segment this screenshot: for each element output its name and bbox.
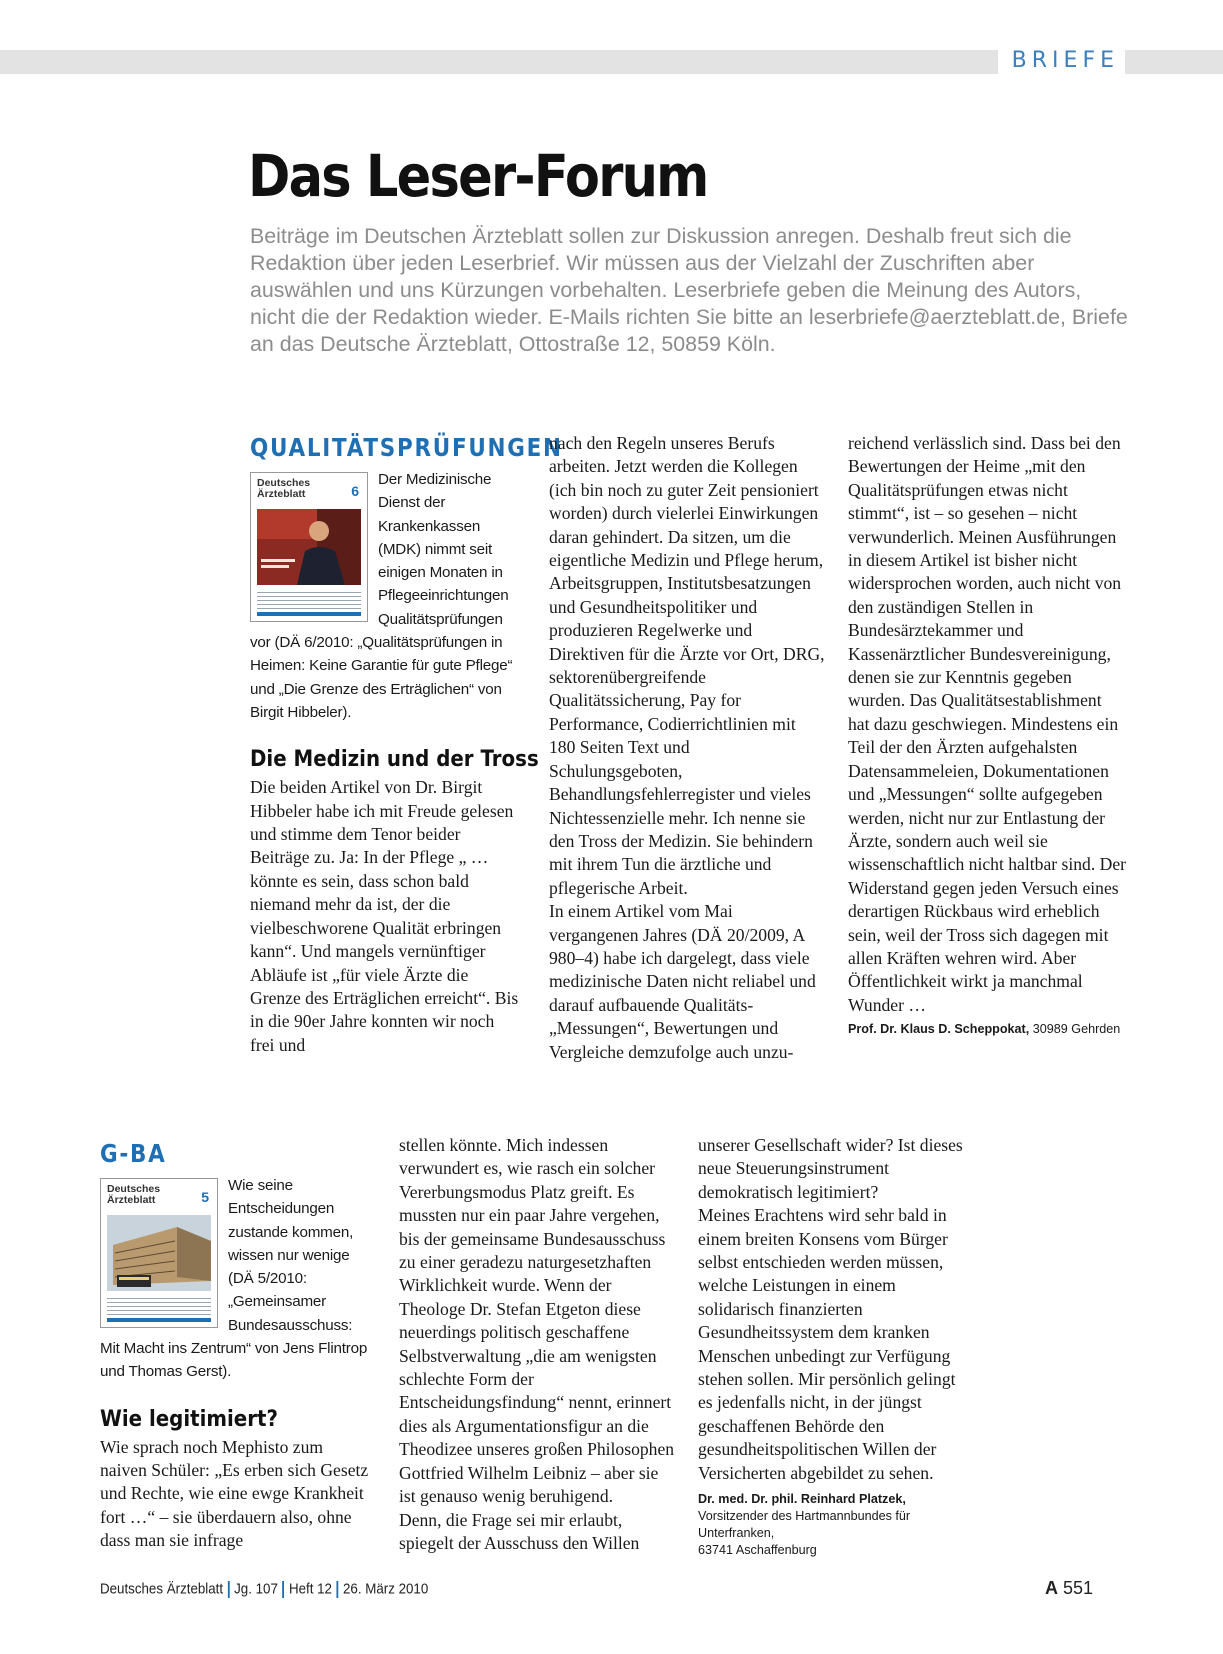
footer-separator (283, 1581, 285, 1598)
letter2-kicker: G-BA (100, 1139, 167, 1168)
page-number (1045, 1578, 1093, 1599)
letter2-author-name: Dr. med. Dr. phil. Reinhard Platzek, (698, 1492, 906, 1507)
letter1-lead: Der Medizinische Dienst der Krankenkassen (MDK) nimmt seit einigen Monaten in Pflegeeinrichtungen Qualitätsprüfungen vor (DÄ 6/2010: „Qualitätsprüfungen in Heimen: Keine Garantie für gute Pflege“ und „Die Grenze des Erträglichen“ von Birgit Hibbeler). (250, 471, 513, 721)
footer-issue: Heft 12 (288, 1581, 332, 1598)
cover-issue-number: 5 (201, 1189, 209, 1205)
cover-accent-bar (107, 1318, 211, 1322)
cover-brand: Deutsches Ärzteblatt (107, 1183, 161, 1206)
letter2-lead: Wie seine Entscheidungen zustande kommen, wissen nur wenige (DÄ 5/2010: „Gemeinsamer Bundesausschuss: Mit Macht ins Zentrum“ von Jens Flintrop und Thomas Gerst). (100, 1177, 368, 1381)
letter2-signature (698, 1491, 974, 1559)
section-label: BRIEFE (998, 46, 1125, 76)
cover-caption-lines (107, 1295, 211, 1317)
letter1-body-col2-p2: In einem Artikel vom Mai vergangenen Jahres (DÄ 20/2009, A 980–4) habe ich dargelegt, dass viele medizinische Daten nicht reliabel und darauf aufbauende Qualitäts-„Messungen“, Bewertungen und Vergleiche demzufolge auch unzu- (549, 901, 816, 1062)
letter2-body-col3-p1: unserer Gesellschaft wider? Ist dieses neue Steuerungsinstrument demokratisch legitimiert? (698, 1135, 963, 1202)
letter2-body-col2-p1: stellen könnte. Mich indessen verwundert es, wie rasch ein solcher Vererbungsmodus Platz greift. Es mussten nur ein paar Jahre vergehen, bis der gemeinsame Bundesausschuss zu einer geradezu naturgesetzhaften Wirklichkeit wurde. Wenn der Theologe Dr. Stefan Etgeton diese neuerdings politisch geschaffene Selbstverwaltung „die am wenigsten schlechte Form der Entscheidungsfindung“ nennt, erinnert dies als Argumentationsfigur an die Theodizee unseres großen Philosophen Gottfried Wilhelm Leibniz – aber sie ist genauso wenig beruhigend. (399, 1135, 675, 1507)
page-footer (100, 1581, 428, 1598)
cover-brand: Deutsches Ärzteblatt (257, 477, 311, 500)
footer-volume: Jg. 107 (234, 1581, 278, 1598)
letter1-kicker: QUALITÄTSPRÜFUNGEN (250, 433, 563, 462)
cover-accent-bar (257, 612, 361, 616)
letter1-subhead: Die Medizin und der Tross (250, 747, 539, 773)
footer-separator (337, 1581, 339, 1598)
footer-date: 26. März 2010 (342, 1581, 429, 1598)
intro-text: Beiträge im Deutschen Ärzteblatt sollen zur Diskussion anregen. Deshalb freut sich die Redaktion über jeden Leserbrief. Wir müssen aus der Vielzahl der Zuschriften aber auswählen und uns Kürzungen vorbehalten. Leserbriefe geben die Meinung des Autors, nicht die der Redaktion wieder. E-Mails richten Sie bitte an leserbriefe@aerzteblatt.de, Briefe an das Deutsche Ärzteblatt, Ottostraße 12, 50859 Köln. (250, 224, 1128, 356)
page-title: Das Leser-Forum (248, 142, 708, 210)
footer-journal: Deutsches Ärzteblatt (100, 1581, 224, 1598)
letter2-column-2 (399, 1134, 675, 1555)
page-number-value: 551 (1062, 1578, 1093, 1598)
letter2-subhead: Wie legitimiert? (100, 1406, 278, 1432)
letter2-column-1 (100, 1138, 374, 1553)
letter1-signature (848, 1021, 1126, 1038)
letter1-author-place: 30989 Gehrden (1032, 1022, 1121, 1037)
cover-photo-portrait (257, 509, 361, 585)
letter1-author-name: Prof. Dr. Klaus D. Scheppokat, (848, 1022, 1030, 1037)
footer-separator (228, 1581, 230, 1598)
cover-issue-number: 6 (351, 483, 359, 499)
letter2-cover-thumbnail (100, 1178, 218, 1328)
letter2-column-3 (698, 1134, 974, 1559)
letter1-column-3 (848, 432, 1126, 1038)
letter1-column-1 (250, 432, 563, 1057)
letter1-body-col2-p1: nach den Regeln unseres Berufs arbeiten. Jetzt werden die Kollegen (ich bin noch zu guter Zeit pensioniert worden) durch vielerlei Einwirkungen daran gehindert. Da sitzen, um die eigentliche Medizin und Pflege herum, Arbeitsgruppen, Institutsbesatzungen und Gesundheitspolitiker und produzieren Regelwerke und Direktiven für die Ärzte vor Ort, DRG, sektorenübergreifende Qualitätssicherung, Pay for Performance, Codierrichtlinien mit 180 Seiten Text und Schulungsgeboten, Behandlungsfehlerregister und vieles Nichtessenzielle mehr. Ich nenne sie den Tross der Medizin. Sie behindern mit ihrem Tun die ärztliche und pflegerische Arbeit. (549, 433, 825, 898)
letter2-author-role: Vorsitzender des Hartmannbundes für Unterfranken, (698, 1509, 911, 1541)
page-number-prefix: A (1044, 1578, 1058, 1598)
letter2-body-col1: Wie sprach noch Mephisto zum naiven Schüler: „Es erben sich Gesetz und Rechte, wie eine ewge Krankheit fort …“ – sie überdauern also, ohne dass man sie infrage (100, 1436, 369, 1551)
cover-photo-building (107, 1215, 211, 1291)
letter1-body-col1: Die beiden Artikel von Dr. Birgit Hibbeler habe ich mit Freude gelesen und stimme dem Tenor beider Beiträge zu. Ja: In der Pflege „ … könnte es sein, dass schon bald niemand mehr da ist, der die vielbeschworene Qualität erbringen kann“. Und mangels vernünftiger Abläufe ist „für viele Ärzte die Grenze des Erträglichen erreicht“. Bis in die 90er Jahre konnten wir noch frei und (250, 777, 519, 1055)
cover-caption-lines (257, 589, 361, 611)
letter1-column-2 (549, 432, 825, 1064)
letter1-body-col3: reichend verlässlich sind. Dass bei den Bewertungen der Heime „mit den Qualitätsprüfungen etwas nicht stimmt“, ist – so gesehen – nicht verwunderlich. Meinen Ausführungen in diesem Artikel ist bisher nicht widersprochen worden, auch nicht von den zuständigen Stellen in Bundesärztekammer und Kassenärztlicher Bundesvereinigung, denen sie zur Kenntnis gegeben wurden. Das Qualitätsestablishment hat dazu geschwiegen. Mindestens ein Teil der den Ärzten aufgehalsten Datensammeleien, Dokumentationen und „Messungen“ sollte aufgegeben werden, nicht nur zur Entlastung der Ärzte, sondern auch weil sie wissenschaftlich nicht haltbar sind. Der Widerstand gegen jeden Versuch eines derartigen Rückbaus wird erheblich sein, weil der Tross sich dagegen mit allen Kräften wehren wird. Aber Öffentlichkeit wirkt ja manchmal Wunder … (848, 433, 1127, 1015)
letter1-cover-thumbnail (250, 472, 368, 622)
letter2-author-place: 63741 Aschaffenburg (698, 1543, 817, 1558)
letter2-body-col3-p2: Meines Erachtens wird sehr bald in einem breiten Konsens vom Bürger selbst entschieden werden müssen, welche Leistungen in einem solidarisch finanzierten Gesundheitssystem dem kranken Menschen unbedingt zur Verfügung stehen sollen. Mir persönlich gelingt es jedenfalls nicht, in der jüngst geschaffenen Behörde den gesundheitspolitischen Willen der Versicherten abgebildet zu sehen. (698, 1205, 956, 1483)
letter2-body-col2-p2: Denn, die Frage sei mir erlaubt, spiegelt der Ausschuss den Willen (399, 1509, 640, 1553)
